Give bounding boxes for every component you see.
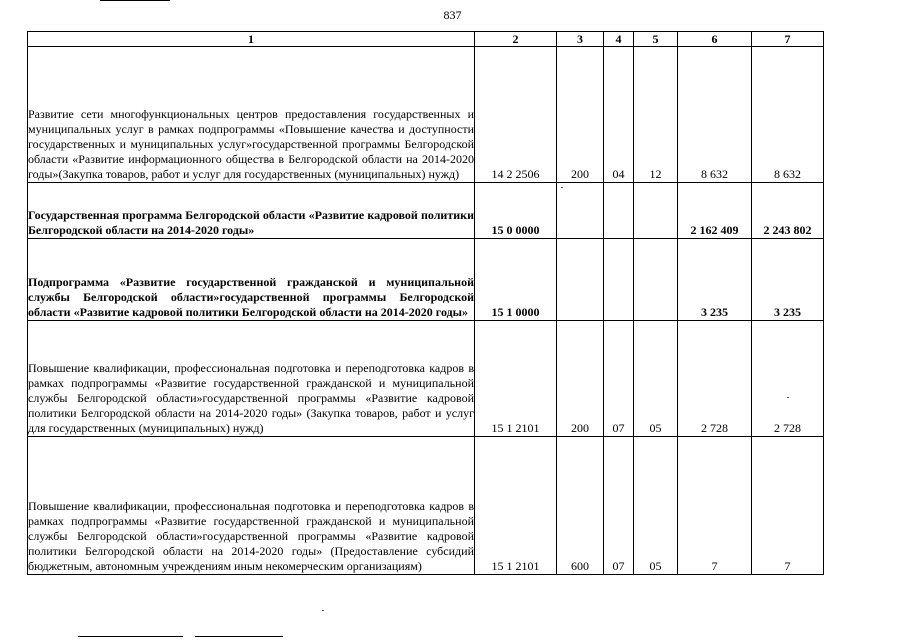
column-header: 2 bbox=[475, 32, 557, 47]
row-col3 bbox=[557, 239, 604, 321]
row-col5: 05 bbox=[634, 321, 678, 437]
row-col4 bbox=[604, 239, 634, 321]
row-col4: 04 bbox=[604, 47, 634, 183]
row-code: 15 1 2101 bbox=[475, 437, 557, 575]
row-col6: 2 728 bbox=[678, 321, 752, 437]
row-col3: 600 bbox=[557, 437, 604, 575]
column-header: 1 bbox=[28, 32, 475, 47]
row-col7: 3 235 bbox=[752, 239, 824, 321]
row-col6: 3 235 bbox=[678, 239, 752, 321]
column-header: 5 bbox=[634, 32, 678, 47]
table-row bbox=[28, 321, 824, 437]
row-col3 bbox=[557, 183, 604, 239]
row-col5 bbox=[634, 183, 678, 239]
row-description: Развитие сети многофункциональных центров предоставления государственных и муниципальных услуг в рамках подпрограммы «Повышение качества и доступности государственных и муниципальных услуг»государственной программы Белгородской области «Развитие информационного общества в Белгородской области на 2014-2020 годы»(Закупка товаров, работ и услуг для государственных (муниципальных) нужд) bbox=[28, 47, 475, 183]
row-description: Повышение квалификации, профессиональная подготовка и переподготовка кадров в рамках подпрограммы «Развитие государственной гражданской и муниципальной службы Белгородской области»государственной программы «Развитие кадровой политики Белгородской области на 2014-2020 годы» (Закупка товаров, работ и услуг для государственных (муниципальных) нужд) bbox=[28, 321, 475, 437]
table-row bbox=[28, 183, 824, 239]
column-header: 6 bbox=[678, 32, 752, 47]
page-number: 837 bbox=[443, 8, 462, 22]
row-col5: 12 bbox=[634, 47, 678, 183]
row-col7: 2 728 bbox=[752, 321, 824, 437]
row-col4: 07 bbox=[604, 437, 634, 575]
row-code: 15 0 0000 bbox=[475, 183, 557, 239]
row-col7: 7 bbox=[752, 437, 824, 575]
scan-edge-bottom-left bbox=[78, 636, 183, 637]
budget-table bbox=[27, 31, 824, 575]
column-header: 7 bbox=[752, 32, 824, 47]
row-col6: 7 bbox=[678, 437, 752, 575]
column-header: 4 bbox=[604, 32, 634, 47]
row-col5 bbox=[634, 239, 678, 321]
row-code: 15 1 0000 bbox=[475, 239, 557, 321]
row-col3: 200 bbox=[557, 321, 604, 437]
row-col3: 200 bbox=[557, 47, 604, 183]
row-description: Повышение квалификации, профессиональная подготовка и переподготовка кадров в рамках подпрограммы «Развитие государственной гражданской и муниципальной службы Белгородской области»государственной программы «Развитие кадровой политики Белгородской области на 2014-2020 годы» (Предоставление субсидий бюджетным, автономным учреждениям иным некомерческим организациям) bbox=[28, 437, 475, 575]
table-row bbox=[28, 437, 824, 575]
row-col4 bbox=[604, 183, 634, 239]
row-description: Государственная программа Белгородской области «Развитие кадровой политики Белгородской области на 2014-2020 годы» bbox=[28, 183, 475, 239]
row-col4: 07 bbox=[604, 321, 634, 437]
scan-edge-bottom-right bbox=[195, 636, 283, 637]
table-row bbox=[28, 239, 824, 321]
scan-speck bbox=[322, 610, 324, 611]
row-col7: 8 632 bbox=[752, 47, 824, 183]
row-code: 15 1 2101 bbox=[475, 321, 557, 437]
row-code: 14 2 2506 bbox=[475, 47, 557, 183]
row-col6: 8 632 bbox=[678, 47, 752, 183]
row-col5: 05 bbox=[634, 437, 678, 575]
scan-edge-top bbox=[100, 0, 170, 1]
table-row bbox=[28, 47, 824, 183]
header-row bbox=[28, 32, 824, 47]
column-header: 3 bbox=[557, 32, 604, 47]
row-col7: 2 243 802 bbox=[752, 183, 824, 239]
row-col6: 2 162 409 bbox=[678, 183, 752, 239]
row-description: Подпрограмма «Развитие государственной гражданской и муниципальной службы Белгородской области»государственной программы Белгородской области «Развитие кадровой политики Белгородской области на 2014-2020 годы» bbox=[28, 239, 475, 321]
